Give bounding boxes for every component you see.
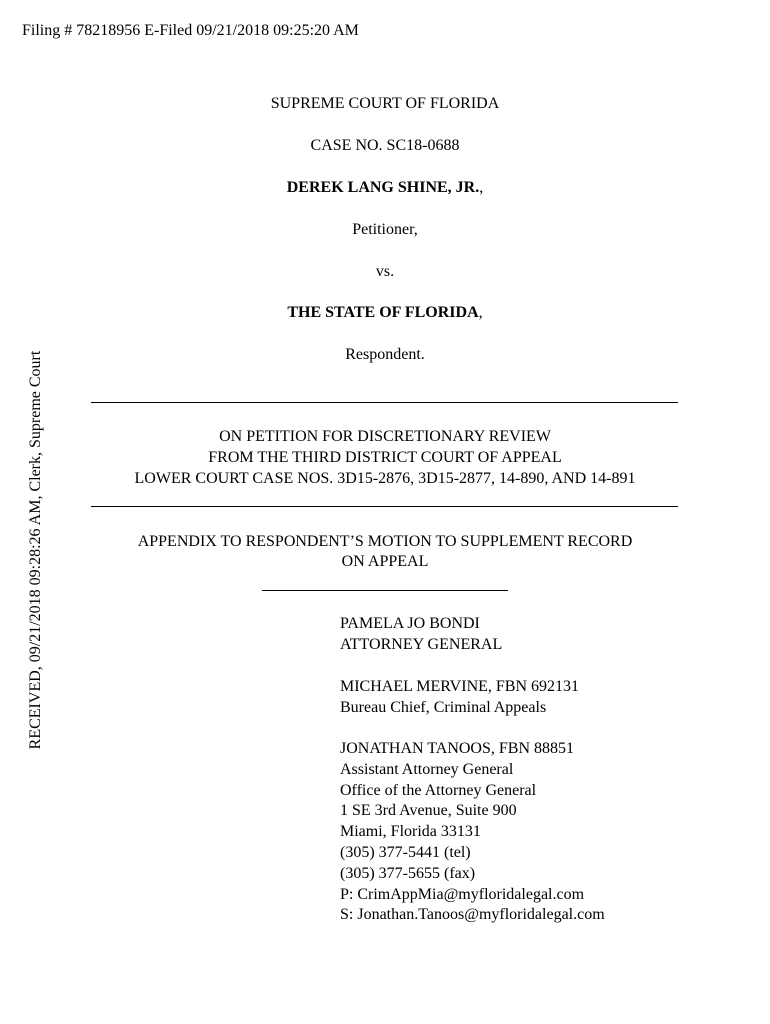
review-line-1: ON PETITION FOR DISCRETIONARY REVIEW <box>219 428 551 445</box>
short-divider <box>262 590 508 591</box>
respondent-suffix: , <box>478 304 483 321</box>
received-stamp: RECEIVED, 09/21/2018 09:28:26 AM, Clerk, Supreme Court <box>27 350 44 750</box>
petitioner-suffix: , <box>479 179 484 196</box>
fax: (305) 377-5655 (fax) <box>340 864 476 882</box>
bureau-chief-block <box>340 677 579 719</box>
telephone: (305) 377-5441 (tel) <box>340 843 471 861</box>
primary-email: P: CrimAppMia@myfloridalegal.com <box>340 885 585 903</box>
aag-name: JONATHAN TANOOS, FBN 88851 <box>340 740 574 757</box>
respondent-line <box>90 303 680 323</box>
petitioner-role: Petitioner, <box>352 221 418 238</box>
ag-name: PAMELA JO BONDI <box>340 615 480 632</box>
court-name: SUPREME COURT OF FLORIDA <box>270 95 500 112</box>
chief-title: Bureau Chief, Criminal Appeals <box>340 698 547 716</box>
case-number: CASE NO. SC18-0688 <box>310 137 460 154</box>
attorney-general-block <box>340 614 502 656</box>
appendix-title-line-1: APPENDIX TO RESPONDENT’S MOTION TO SUPPLEMENT RECORD <box>137 533 633 550</box>
petitioner-line <box>90 178 680 198</box>
respondent-role: Respondent. <box>345 346 425 363</box>
versus: vs. <box>375 263 395 280</box>
filing-stamp: Filing # 78218956 E-Filed 09/21/2018 09:25:20 AM <box>22 22 359 39</box>
divider <box>91 506 678 507</box>
appendix-title-line-2: ON APPEAL <box>341 553 429 570</box>
city-state-zip: Miami, Florida 33131 <box>340 823 481 841</box>
street-address: 1 SE 3rd Avenue, Suite 900 <box>340 802 517 820</box>
review-line-2: FROM THE THIRD DISTRICT COURT OF APPEAL <box>208 449 562 466</box>
divider <box>91 402 678 403</box>
secondary-email: S: Jonathan.Tanoos@myfloridalegal.com <box>340 906 605 924</box>
petitioner-name: DEREK LANG SHINE, JR. <box>286 179 480 196</box>
aag-title: Assistant Attorney General <box>340 760 514 778</box>
office-name: Office of the Attorney General <box>340 781 537 799</box>
respondent-name: THE STATE OF FLORIDA <box>287 304 479 321</box>
ag-title: ATTORNEY GENERAL <box>340 635 503 653</box>
assistant-ag-block <box>340 739 605 926</box>
chief-name: MICHAEL MERVINE, FBN 692131 <box>340 678 580 695</box>
review-line-3: LOWER COURT CASE NOS. 3D15-2876, 3D15-2877, 14-890, AND 14-891 <box>134 470 636 487</box>
